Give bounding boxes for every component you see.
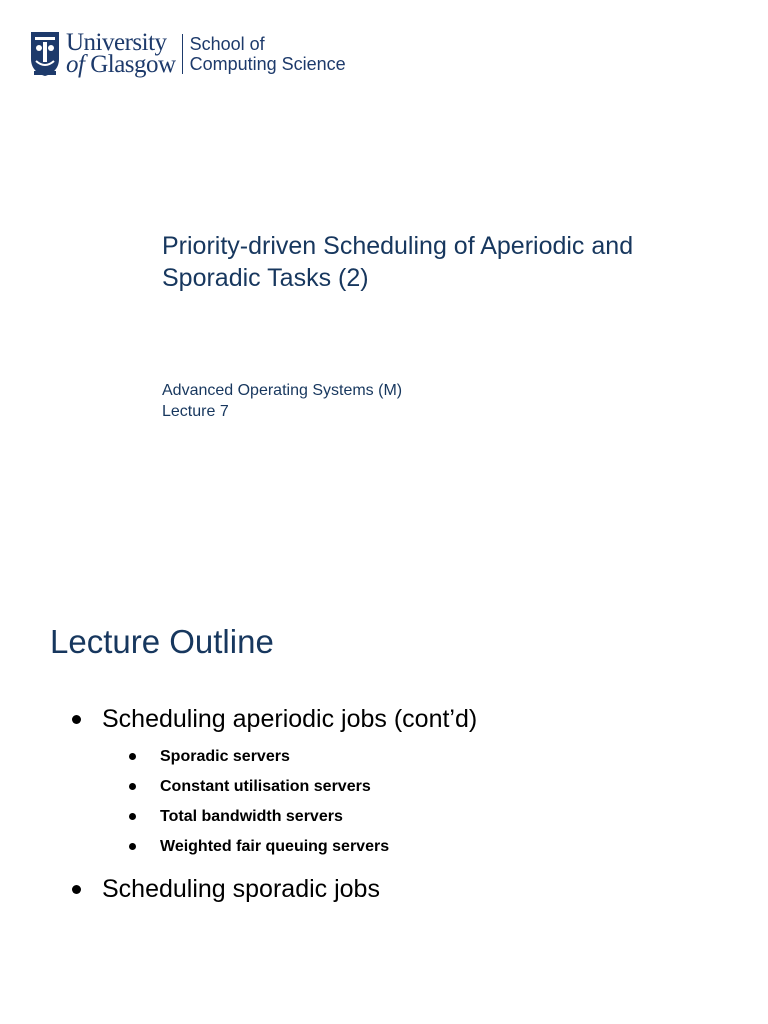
slide-title-line1: Priority-driven Scheduling of Aperiodic and bbox=[162, 232, 634, 260]
university-name-glasgow: Glasgow bbox=[90, 51, 176, 78]
university-logo bbox=[30, 30, 346, 78]
outline-heading: Lecture Outline bbox=[50, 623, 274, 660]
bullet-icon bbox=[129, 783, 136, 790]
university-crest-icon bbox=[30, 31, 60, 77]
outline-item-label: Scheduling aperiodic jobs (cont’d) bbox=[102, 705, 478, 733]
bullet-icon bbox=[72, 885, 81, 894]
outline-subitem bbox=[102, 772, 710, 802]
university-name-line1: University bbox=[66, 29, 167, 56]
outline-list bbox=[70, 700, 710, 908]
outline-subitem-label: Total bandwidth servers bbox=[160, 808, 343, 825]
school-name bbox=[190, 34, 346, 74]
lecture-number: Lecture 7 bbox=[162, 403, 229, 420]
outline-subitem bbox=[102, 742, 710, 772]
school-name-line2: Computing Science bbox=[189, 54, 346, 74]
outline-subitem-label: Constant utilisation servers bbox=[160, 778, 371, 795]
bullet-icon bbox=[129, 753, 136, 760]
slide-title-line2: Sporadic Tasks (2) bbox=[162, 264, 369, 292]
outline-item-label: Scheduling sporadic jobs bbox=[102, 875, 380, 903]
university-name-of: of bbox=[66, 51, 85, 78]
slide-subtitle bbox=[162, 380, 402, 422]
slide-title bbox=[162, 230, 722, 294]
bullet-icon bbox=[129, 843, 136, 850]
outline-item bbox=[70, 700, 710, 862]
university-name bbox=[66, 29, 176, 78]
university-name-line2 bbox=[66, 51, 176, 78]
outline-subitem bbox=[102, 832, 710, 862]
logo-divider bbox=[182, 34, 183, 74]
school-name-line1: School of bbox=[189, 34, 265, 54]
outline-item bbox=[70, 870, 710, 908]
outline-sublist bbox=[102, 742, 710, 862]
outline-subitem-label: Weighted fair queuing servers bbox=[160, 838, 390, 855]
bullet-icon bbox=[129, 813, 136, 820]
bullet-icon bbox=[72, 715, 81, 724]
course-name: Advanced Operating Systems (M) bbox=[162, 382, 403, 399]
outline-subitem bbox=[102, 802, 710, 832]
outline-subitem-label: Sporadic servers bbox=[160, 748, 290, 765]
